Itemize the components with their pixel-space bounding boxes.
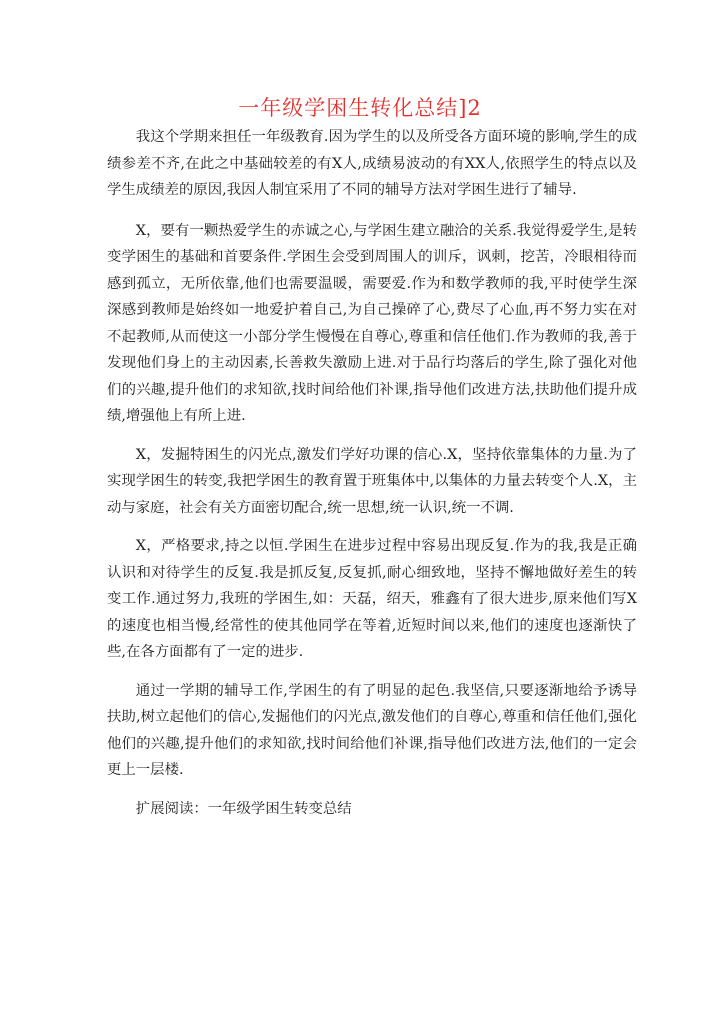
document-title: 一年级学困生转化总结]2 bbox=[238, 96, 482, 120]
paragraph-bright-spots: X，发掘特困生的闪光点,激发们学好功课的信心.X，坚持依靠集体的力量.为了实现学困生的转变,我把学困生的教育置于班集体中,以集体的力量去转变个人.X，主动与家庭，社会有关方面密切配合,统一思想,统一认识,统一不调. bbox=[107, 446, 637, 516]
paragraph-intro: 我这个学期来担任一年级教育.因为学生的以及所受各方面环境的影响,学生的成绩参差不齐,在此之中基础较差的有X人,成绩易波动的有XX人,依照学生的特点以及学生成绩差的原因,我因人制宜采用了不同的辅导方法对学困生进行了辅导. bbox=[107, 129, 637, 198]
paragraph-love-students: X，要有一颗热爱学生的赤诚之心,与学困生建立融洽的关系.我觉得爱学生,是转变学困生的基础和首要条件.学困生会受到周围人的训斥，讽刺，挖苦，冷眼相待而感到孤立，无所依靠,他们也需要温暖，需要爱.作为和数学教师的我,平时使学生深深感到教师是始终如一地爱护着自己,为自己操碎了心,费尽了心血,再不努力实在对不起教师,从而使这一小部分学生慢慢在自尊心,尊重和信任他们.作为教师的我,善于发现他们身上的主动因素,长善救失激励上进.对于品行均落后的学生,除了强化对他们的兴趣,提升他们的求知欲,找时间给他们补课,指导他们改进方法,扶助他们提升成绩,增强他上有所上进. bbox=[107, 222, 637, 424]
paragraph-conclusion: 通过一学期的辅导工作,学困生的有了明显的起色.我坚信,只要逐渐地给予诱导扶助,树立起他们的信心,发掘他们的闪光点,激发他们的自尊心,尊重和信任他们,强化他们的兴趣,提升他们的求知欲,找时间给他们补课,指导他们改进方法,他们的一定会更上一层楼. bbox=[107, 682, 637, 778]
document-body bbox=[107, 124, 637, 822]
extended-reading-label: 扩展阅读：一年级学困生转变总结 bbox=[135, 800, 352, 817]
paragraph-strict-requirements: X，严格要求,持之以恒.学困生在进步过程中容易出现反复.作为的我,我是正确认识和对待学生的反复.我是抓反复,反复抓,耐心细致地，坚持不懈地做好差生的转变工作.通过努力,我班的学困生,如：天磊，绍天，雅鑫有了很大进步,原来他们写X的速度也相当慢,经常性的使其他同学在等着,近短时间以来,他们的速度也逐渐快了些,在各方面都有了一定的进步. bbox=[107, 538, 637, 660]
